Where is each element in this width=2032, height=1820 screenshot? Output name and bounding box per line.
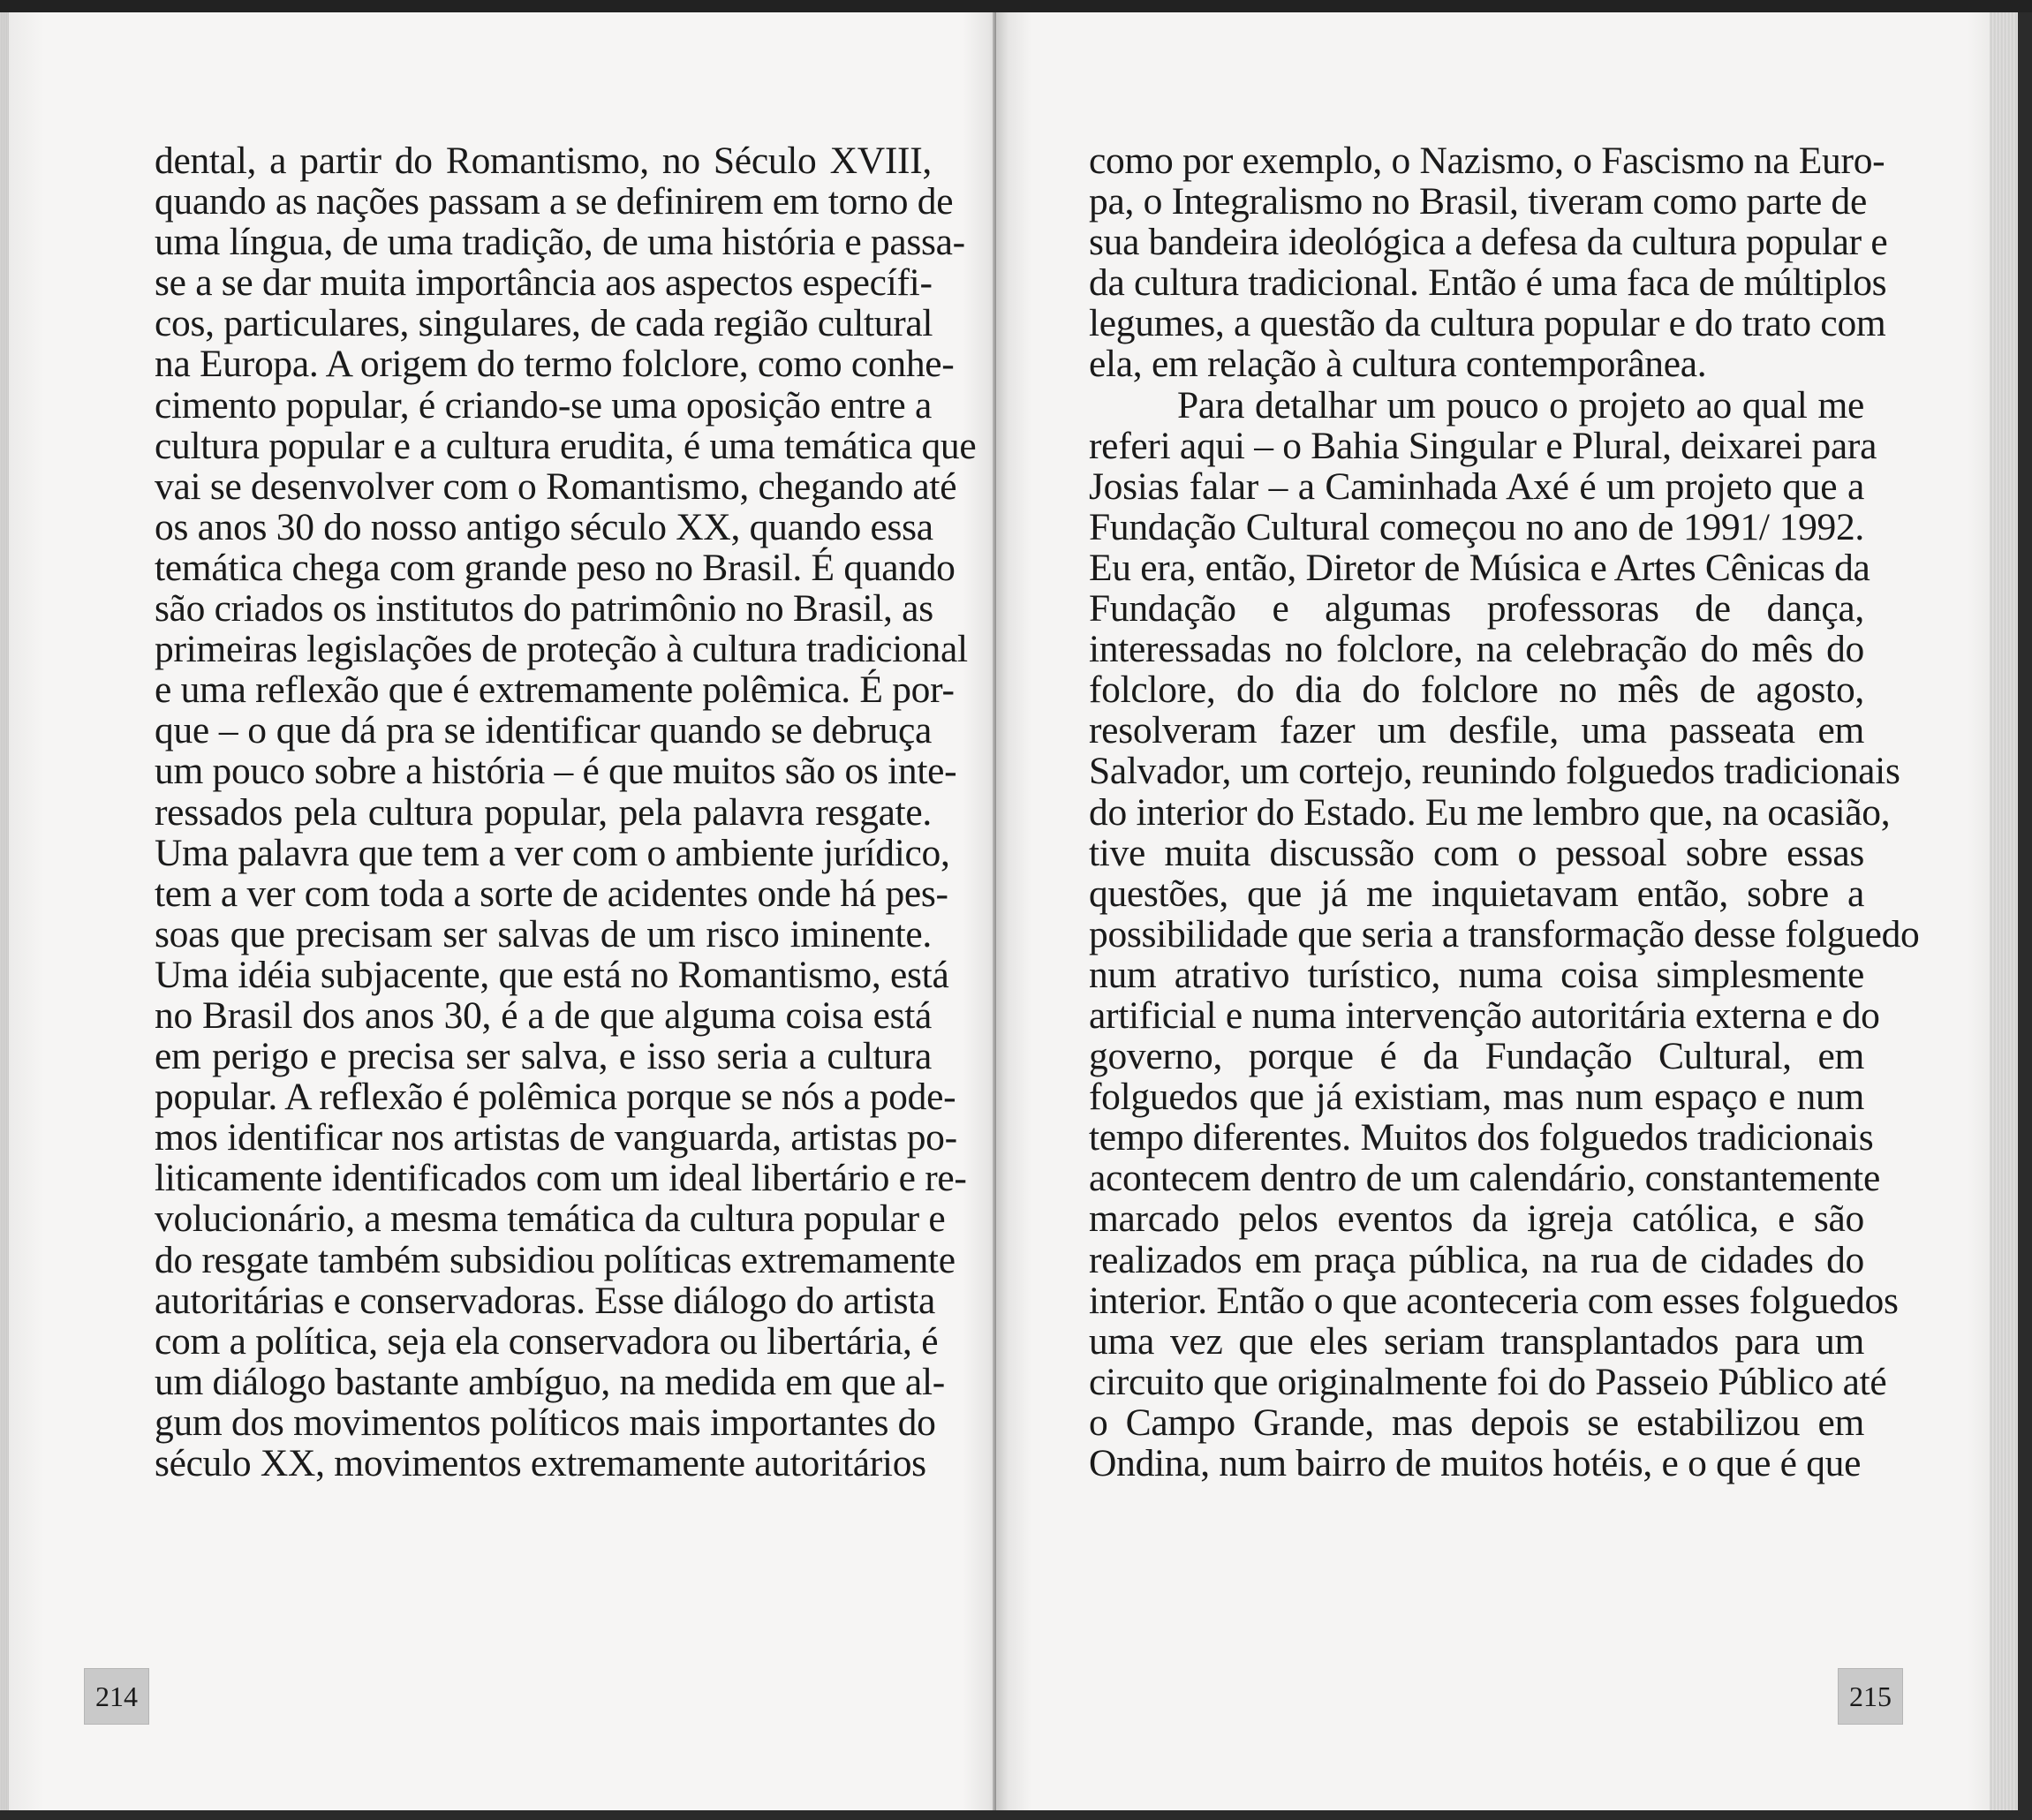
text-line: volucionário, a mesma temática da cultura popular e xyxy=(155,1197,946,1241)
text-line: interior. Então o que aconteceria com esses folguedos xyxy=(1089,1279,1899,1322)
text-line: como por exemplo, o Nazismo, o Fascismo na Euro- xyxy=(1089,140,1885,182)
text-line: acontecem dentro de um calendário, constantemente xyxy=(1089,1157,1880,1200)
text-line: um diálogo bastante ambíguo, na medida em que al- xyxy=(155,1360,945,1403)
text-line: do resgate também subsidiou políticas extremamente xyxy=(155,1238,956,1281)
text-line: tempo diferentes. Muitos dos folguedos tradicionais xyxy=(1089,1116,1874,1159)
text-line: temática chega com grande peso no Brasil. É quando xyxy=(155,546,956,589)
text-line: Josias falar – a Caminhada Axé é um projeto que a xyxy=(1089,464,1864,508)
text-line: marcado pelos eventos da igreja católica, e são xyxy=(1089,1197,1864,1241)
text-line: realizados em praça pública, na rua de cidades do xyxy=(1089,1238,1864,1281)
text-line: resolveram fazer um desfile, uma passeata em xyxy=(1089,709,1864,752)
left-page xyxy=(9,12,996,1810)
text-line: questões, que já me inquietavam então, sobre a xyxy=(1089,872,1864,915)
text-line: Fundação e algumas professoras de dança, xyxy=(1089,587,1864,631)
text-line: tive muita discussão com o pessoal sobre essas xyxy=(1089,831,1864,874)
text-line: uma vez que eles seriam transplantados para um xyxy=(1089,1319,1864,1363)
text-line: governo, porque é da Fundação Cultural, em xyxy=(1089,1035,1864,1078)
page-stack-right-edge xyxy=(1990,12,2032,1810)
text-line: e uma reflexão que é extremamente polêmica. É por- xyxy=(155,668,955,712)
text-line: sua bandeira ideológica a defesa da cultura popular e xyxy=(1089,221,1888,264)
text-line: com a política, seja ela conservadora ou libertária, é xyxy=(155,1319,939,1363)
text-line: na Europa. A origem do termo folclore, como conhe- xyxy=(155,343,955,386)
text-line: vai se desenvolver com o Romantismo, chegando até xyxy=(155,464,957,508)
right-page-body-text xyxy=(1089,140,1920,1484)
text-line: cos, particulares, singulares, de cada região cultural xyxy=(155,302,933,345)
left-page-body-text xyxy=(155,140,977,1484)
text-line: folclore, do dia do folclore no mês de agosto, xyxy=(1089,668,1864,712)
text-line: do interior do Estado. Eu me lembro que, na ocasião, xyxy=(1089,790,1891,834)
text-line: dental, a partir do Romantismo, no Século XVIII, xyxy=(155,140,932,182)
text-line: um pouco sobre a história – é que muitos são os inte- xyxy=(155,750,957,793)
right-page-number: 215 xyxy=(1838,1668,1903,1725)
text-line: num atrativo turístico, numa coisa simplesmente xyxy=(1089,953,1864,996)
text-line: ressados pela cultura popular, pela palavra resgate. xyxy=(155,790,932,834)
text-line: legumes, a questão da cultura popular e do trato com xyxy=(1089,302,1886,345)
page-stack-left-edge xyxy=(0,12,9,1810)
text-line: uma língua, de uma tradição, de uma história e passa- xyxy=(155,221,965,264)
text-line: são criados os institutos do patrimônio no Brasil, as xyxy=(155,587,933,631)
text-line: cultura popular e a cultura erudita, é uma temática que xyxy=(155,424,977,467)
text-line: Uma palavra que tem a ver com o ambiente jurídico, xyxy=(155,831,950,874)
text-line: Ondina, num bairro de muitos hotéis, e o que é que xyxy=(1089,1442,1862,1484)
text-line: o Campo Grande, mas depois se estabilizou em xyxy=(1089,1401,1864,1444)
text-line: gum dos movimentos políticos mais importantes do xyxy=(155,1401,936,1444)
text-line: os anos 30 do nosso antigo século XX, quando essa xyxy=(155,505,933,548)
scan-right-border xyxy=(2018,12,2032,1810)
text-line: pa, o Integralismo no Brasil, tiveram como parte de xyxy=(1089,180,1868,223)
text-line: Uma idéia subjacente, que está no Romantismo, está xyxy=(155,953,949,996)
text-line: cimento popular, é criando-se uma oposição entre a xyxy=(155,383,932,427)
text-line: autoritárias e conservadoras. Esse diálogo do artista xyxy=(155,1279,936,1322)
text-line: artificial e numa intervenção autoritária externa e do xyxy=(1089,993,1880,1037)
text-line: da cultura tradicional. Então é uma faca de múltiplos xyxy=(1089,261,1887,305)
text-line: liticamente identificados com um ideal libertário e re- xyxy=(155,1157,967,1200)
text-line: interessadas no folclore, na celebração do mês do xyxy=(1089,628,1864,671)
text-line: mos identificar nos artistas de vanguarda, artistas po- xyxy=(155,1116,957,1159)
text-line: circuito que originalmente foi do Passeio Público até xyxy=(1089,1360,1887,1403)
text-line: no Brasil dos anos 30, é a de que alguma coisa está xyxy=(155,993,932,1037)
text-line: Salvador, um cortejo, reunindo folguedos tradicionais xyxy=(1089,750,1900,793)
left-page-number: 214 xyxy=(84,1668,149,1725)
text-line: em perigo e precisa ser salva, e isso seria a cultura xyxy=(155,1035,932,1078)
text-line: quando as nações passam a se definirem em torno de xyxy=(155,180,954,223)
text-line: ela, em relação à cultura contemporânea. xyxy=(1089,343,1707,386)
text-line: Para detalhar um pouco o projeto ao qual me xyxy=(1177,383,1864,427)
text-line: popular. A reflexão é polêmica porque se nós a pode- xyxy=(155,1076,956,1119)
text-line: tem a ver com toda a sorte de acidentes onde há pes- xyxy=(155,872,948,915)
text-line: século XX, movimentos extremamente autoritários xyxy=(155,1442,926,1484)
text-line: que – o que dá pra se identificar quando se debruça xyxy=(155,709,932,752)
text-line: primeiras legislações de proteção à cultura tradicional xyxy=(155,628,968,671)
text-line: referi aqui – o Bahia Singular e Plural, deixarei para xyxy=(1089,424,1877,467)
text-line: Eu era, então, Diretor de Música e Artes Cênicas da xyxy=(1089,546,1870,589)
text-line: folguedos que já existiam, mas num espaço e num xyxy=(1089,1076,1864,1119)
text-line: se a se dar muita importância aos aspectos específi- xyxy=(155,261,933,305)
text-line: possibilidade que seria a transformação desse folguedo xyxy=(1089,912,1920,955)
right-page xyxy=(996,12,1990,1810)
text-line: Fundação Cultural começou no ano de 1991/ 1992. xyxy=(1089,505,1864,548)
text-line: soas que precisam ser salvas de um risco iminente. xyxy=(155,912,932,955)
